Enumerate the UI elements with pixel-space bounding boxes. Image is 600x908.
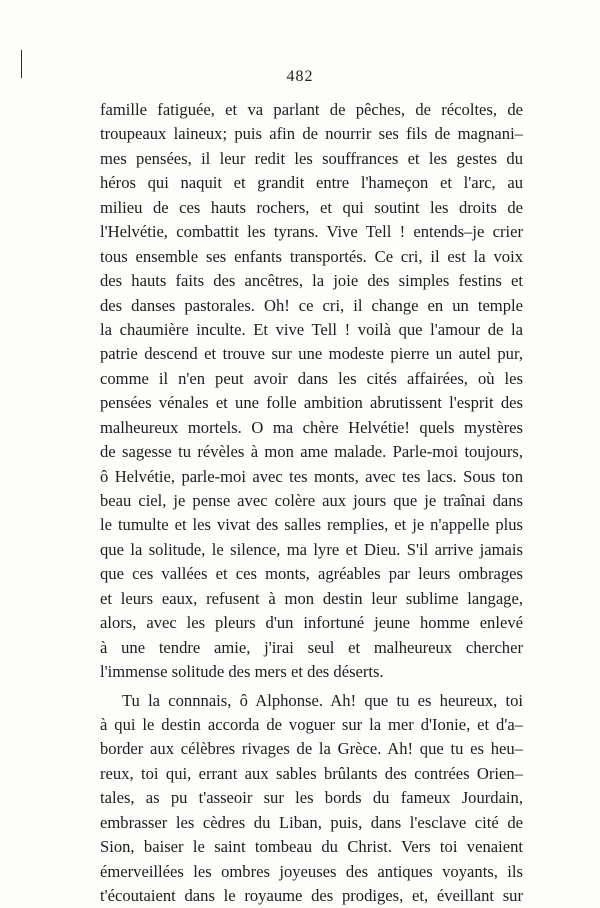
text-line: tales, as pu t'asseoir sur les bords du fameux Jourdain, — [100, 788, 523, 808]
text-line: Tu la connnais, ô Alphonse. Ah! que tu es heureux, toi — [122, 690, 523, 710]
text-line: patrie descend et trouve sur une modeste pierre un autel pur, — [100, 344, 523, 364]
text-line: à une tendre amie, j'irai seul et malheureux chercher — [100, 637, 523, 657]
text-line: que la solitude, le silence, ma lyre et Dieu. S'il arrive jamais — [100, 539, 523, 559]
text-line: famille fatiguée, et va parlant de pêches, de récoltes, de — [100, 100, 523, 119]
text-line: alors, avec les pleurs d'un infortuné jeune homme enlevé — [100, 613, 523, 633]
text-line: la chaumière inculte. Et vive Tell ! voilà que l'amour de la — [100, 319, 523, 339]
text-line: troupeaux laineux; puis afin de nourrir ses fils de magnani– — [100, 124, 523, 144]
text-line: des hauts faits des ancêtres, la joie des simples festins et — [100, 271, 523, 291]
body-text — [100, 98, 523, 908]
text-line: héros qui naquit et grandit entre l'hameçon et l'arc, au — [100, 173, 523, 193]
text-line: tous ensemble ses enfants transportés. Ce cri, il est la voix — [100, 246, 523, 266]
text-line: émerveillées les ombres joyeuses des antiques voyants, ils — [100, 861, 523, 881]
text-line: ô Helvétie, parle-moi avec tes monts, avec tes lacs. Sous ton — [100, 466, 523, 486]
text-line: Sion, baiser le saint tombeau du Christ. Vers toi venaient — [100, 837, 523, 857]
text-line: pensées vénales et une folle ambition abrutissent l'esprit des — [100, 393, 523, 413]
text-line: et leurs eaux, refusent à mon destin leur sublime langage, — [100, 588, 523, 608]
text-line: comme il n'en peut avoir dans les cités affairées, où les — [100, 368, 523, 388]
text-line: de sagesse tu révèles à mon ame malade. Parle-moi toujours, — [100, 442, 523, 462]
text-line: reux, toi qui, errant aux sables brûlants des contrées Orien– — [100, 763, 523, 783]
text-line: mes pensées, il leur redit les souffrances et les gestes du — [100, 148, 523, 168]
text-line: embrasser les cèdres du Liban, puis, dans l'esclave cité de — [100, 812, 523, 832]
text-line: t'écoutaient dans le royaume des prodiges, et, éveillant sur — [100, 886, 523, 905]
text-line: des danses pastorales. Oh! ce cri, il change en un temple — [100, 295, 523, 315]
text-line: que ces vallées et ces monts, agréables par leurs ombrages — [100, 564, 523, 584]
text-line: malheureux mortels. O ma chère Helvétie! quels mystères — [100, 417, 523, 437]
text-line: beau ciel, je pense avec colère aux jours que je traînai dans — [100, 491, 523, 510]
page-number: 482 — [286, 68, 314, 85]
text-line: l'immense solitude des mers et des déserts. — [100, 662, 384, 682]
text-line: l'Helvétie, combattit les tyrans. Vive Tell ! entends–je crier — [100, 222, 523, 242]
text-line: milieu de ces hauts rochers, et qui soutint les droits de — [100, 197, 523, 217]
text-line: à qui le destin accorda de voguer sur la mer d'Ionie, et d'a– — [100, 714, 523, 734]
text-line: border aux célèbres rivages de la Grèce. Ah! que tu es heu– — [100, 739, 523, 759]
text-line: le tumulte et les vivat des salles remplies, et je n'appelle plus — [100, 515, 523, 535]
